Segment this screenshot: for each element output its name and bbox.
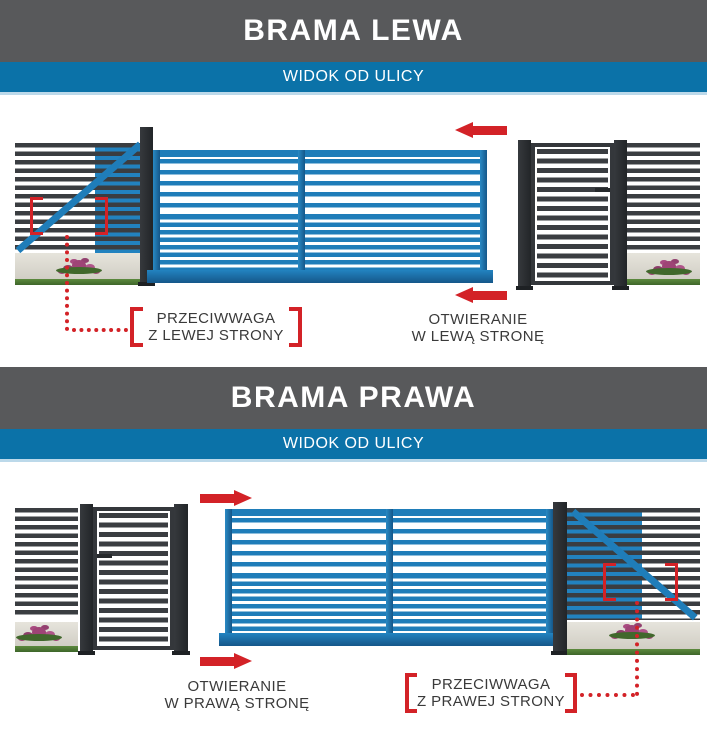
opening-arrow-top-icon <box>200 490 252 507</box>
title-bar <box>0 367 707 429</box>
gate-stile-middle <box>298 150 305 270</box>
arrow-shaft <box>200 657 237 666</box>
gate-stile-left <box>153 150 160 270</box>
label-counterweight-text <box>417 673 565 713</box>
label-bracket-close-icon <box>289 307 302 347</box>
label-line: PRZECIWWAGA <box>431 676 551 693</box>
label-counterweight <box>405 673 577 713</box>
arrow-shaft <box>470 291 507 300</box>
section-title: BRAMA PRAWA <box>230 381 477 414</box>
wicket-slats <box>537 149 608 279</box>
label-bracket-close-icon <box>565 673 577 713</box>
section-subtitle: WIDOK OD ULICY <box>282 435 425 452</box>
label-counterweight <box>130 307 302 347</box>
bracket-open-icon <box>30 197 43 235</box>
label-counterweight-text <box>148 307 284 347</box>
label-line: W LEWĄ STRONĘ <box>411 328 545 345</box>
flower-bush <box>662 261 676 272</box>
connector-dotted-vertical <box>65 235 69 331</box>
label-line: Z LEWEJ STRONY <box>148 327 284 344</box>
gate-bottom-beam <box>147 270 493 283</box>
counterweight-highlight-bracket <box>603 563 678 601</box>
illustration-right-gate <box>0 462 707 733</box>
arrow-shaft <box>470 126 507 135</box>
section-title: BRAMA LEWA <box>243 14 464 47</box>
flower-bush <box>72 260 86 271</box>
connector-dotted-horizontal <box>580 693 635 697</box>
subtitle-bar <box>0 62 707 95</box>
connector-dotted-vertical <box>635 601 639 696</box>
bracket-close-icon <box>95 197 108 235</box>
label-line: Z PRAWEJ STRONY <box>417 693 565 710</box>
gate-stile-middle <box>386 509 393 633</box>
wicket-post-right <box>614 140 627 287</box>
label-line: PRZECIWWAGA <box>156 310 276 327</box>
fence-panel-right <box>627 143 700 252</box>
gate-slats-upper <box>155 159 485 215</box>
wicket-gate-leaf <box>531 143 614 285</box>
bracket-open-icon <box>603 563 616 601</box>
fence-panel-left <box>15 508 78 618</box>
counterweight-highlight-bracket <box>30 197 108 235</box>
section-subtitle: WIDOK OD ULICY <box>282 68 425 85</box>
wicket-handle <box>595 188 610 192</box>
label-line: W PRAWĄ STRONĘ <box>164 695 310 712</box>
sliding-gate <box>225 509 553 646</box>
label-bracket-open-icon <box>405 673 417 713</box>
wicket-slats <box>99 513 168 644</box>
arrow-shaft <box>200 494 237 503</box>
connector-dotted-horizontal <box>72 328 128 332</box>
illustration-left-gate <box>0 95 707 367</box>
grass-strip <box>15 646 78 652</box>
opening-arrow-bottom-icon <box>200 653 252 670</box>
flower-bush <box>32 627 46 638</box>
opening-arrow-bottom-icon <box>455 287 507 304</box>
wicket-post-left <box>80 504 93 652</box>
grass-strip <box>567 649 700 655</box>
title-bar <box>0 0 707 62</box>
label-line: OTWIERANIE <box>187 678 287 695</box>
gate-post <box>553 502 567 652</box>
section-brama-prawa <box>0 367 707 733</box>
label-bracket-open-icon <box>130 307 143 347</box>
gate-stile-right <box>546 509 553 633</box>
label-opening <box>398 308 558 348</box>
wicket-post-left <box>518 140 531 287</box>
gate-top-rail <box>153 150 487 157</box>
sliding-gate <box>153 150 487 283</box>
subtitle-bar <box>0 429 707 462</box>
grass-strip <box>627 279 700 285</box>
bracket-close-icon <box>665 563 678 601</box>
gate-bottom-beam <box>219 633 559 646</box>
label-line: OTWIERANIE <box>428 311 528 328</box>
wicket-handle <box>97 554 112 558</box>
wicket-post-right <box>174 504 188 652</box>
gate-post <box>140 127 153 283</box>
wicket-gate-leaf <box>93 507 174 650</box>
gate-stile-right <box>480 150 487 270</box>
label-opening <box>157 675 317 715</box>
gate-slats-lower <box>155 215 485 270</box>
gate-stile-left <box>225 509 232 633</box>
opening-arrow-top-icon <box>455 122 507 139</box>
grass-strip <box>15 279 148 285</box>
